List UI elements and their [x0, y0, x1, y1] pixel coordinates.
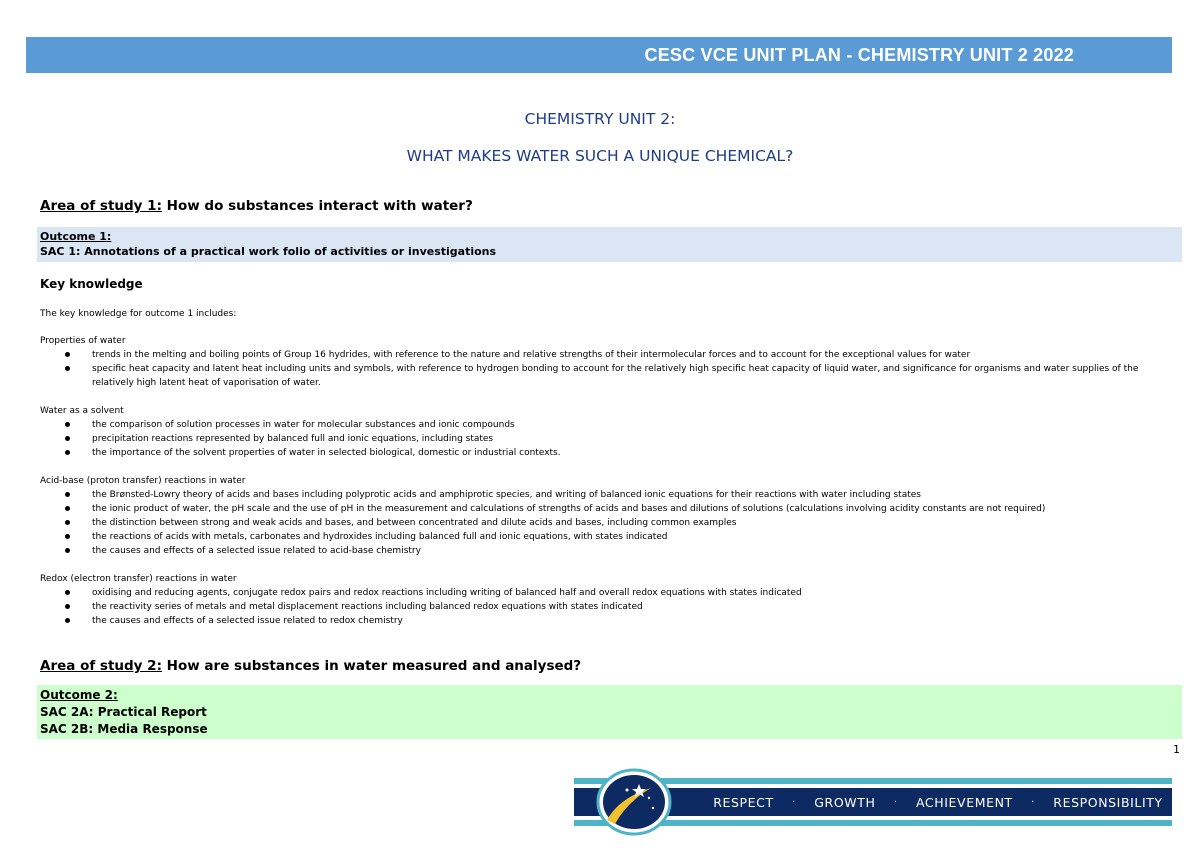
section-water-as-solvent [40, 404, 1160, 460]
school-crest-icon [589, 768, 679, 836]
header-title: CESC VCE UNIT PLAN - CHEMISTRY UNIT 2 2022 [644, 45, 1074, 65]
section-properties-of-water [40, 334, 1160, 390]
section-acid-base [40, 474, 1160, 558]
section-redox [40, 572, 1160, 628]
list-item: precipitation reactions represented by balanced full and ionic equations, including states [40, 432, 1160, 446]
list-item: trends in the melting and boiling points of Group 16 hydrides, with reference to the nature and relative strengths of their intermolecular forces and to account for the exceptional values for water [40, 348, 1160, 362]
list-item: the reactivity series of metals and metal displacement reactions including balanced redox equations with states indicated [40, 600, 1160, 614]
list-item: the causes and effects of a selected issue related to redox chemistry [40, 614, 1160, 628]
header-bar [26, 37, 1172, 73]
list-item: the importance of the solvent properties of water in selected biological, domestic or industrial contexts. [40, 446, 1160, 460]
value-achievement: ACHIEVEMENT [916, 794, 1013, 810]
page-number: 1 [1173, 743, 1180, 756]
outcome-2-box [37, 685, 1182, 739]
separator: · [893, 796, 898, 808]
list-item: the distinction between strong and weak acids and bases, and between concentrated and dilute acids and bases, including common examples [40, 516, 1160, 530]
list-item: the comparison of solution processes in water for molecular substances and ionic compounds [40, 418, 1160, 432]
document-title-line1: CHEMISTRY UNIT 2: [524, 110, 676, 128]
key-knowledge-heading: Key knowledge [40, 277, 143, 291]
list-item: oxidising and reducing agents, conjugate redox pairs and redox reactions including writing of balanced half and overall redox equations with states indicated [40, 586, 1160, 600]
outcome-2-label: Outcome 2: [40, 688, 118, 702]
area-of-study-1-heading [40, 198, 473, 214]
separator: · [1031, 796, 1035, 808]
value-responsibility: RESPONSIBILITY [1053, 794, 1163, 810]
section-title: Properties of water [40, 336, 126, 346]
area-1-label: Area of study 1: [40, 198, 162, 214]
list-item: specific heat capacity and latent heat including units and symbols, with reference to hydrogen bonding to account for the relatively high specific heat capacity of liquid water, and significance for organisms and water supplies of the relatively high latent heat of vaporisation of water. [40, 362, 1160, 390]
area-1-question: How do substances interact with water? [161, 198, 473, 214]
value-growth: GROWTH [814, 794, 876, 810]
list-item: the causes and effects of a selected issue related to acid-base chemistry [40, 544, 1160, 558]
bullet-list [40, 586, 1160, 628]
list-item: the ionic product of water, the pH scale and the use of pH in the measurement and calculations of strengths of acids and bases and dilutions of solutions (calculations involving acidity constants are not required) [40, 502, 1160, 516]
sac-2b-text: SAC 2B: Media Response [40, 722, 208, 736]
sac-1-text: SAC 1: Annotations of a practical work folio of activities or investigations [40, 245, 497, 258]
bullet-list [40, 418, 1160, 460]
area-2-label: Area of study 2: [40, 658, 162, 674]
school-values-banner [574, 776, 1172, 828]
key-knowledge-intro: The key knowledge for outcome 1 includes: [40, 309, 237, 319]
section-title: Water as a solvent [40, 406, 124, 416]
area-of-study-2-heading [40, 658, 581, 674]
area-2-question: How are substances in water measured and analysed? [161, 658, 582, 674]
document-title-line2: WHAT MAKES WATER SUCH A UNIQUE CHEMICAL? [406, 147, 794, 165]
values-bar [704, 788, 1172, 816]
sac-2a-text: SAC 2A: Practical Report [40, 705, 207, 719]
value-respect: RESPECT [713, 794, 774, 810]
section-title: Acid-base (proton transfer) reactions in water [40, 476, 246, 486]
section-title: Redox (electron transfer) reactions in water [40, 574, 237, 584]
list-item: the reactions of acids with metals, carbonates and hydroxides including balanced full and ionic equations, with states indicated [40, 530, 1160, 544]
bullet-list [40, 348, 1160, 390]
outcome-1-box [37, 227, 1182, 262]
outcome-1-label: Outcome 1: [40, 230, 112, 243]
key-knowledge-content [40, 334, 1160, 642]
list-item: the Brønsted-Lowry theory of acids and bases including polyprotic acids and amphiprotic species, and writing of balanced ionic equations for their reactions with water including states [40, 488, 1160, 502]
bullet-list [40, 488, 1160, 558]
separator: · [792, 796, 796, 808]
